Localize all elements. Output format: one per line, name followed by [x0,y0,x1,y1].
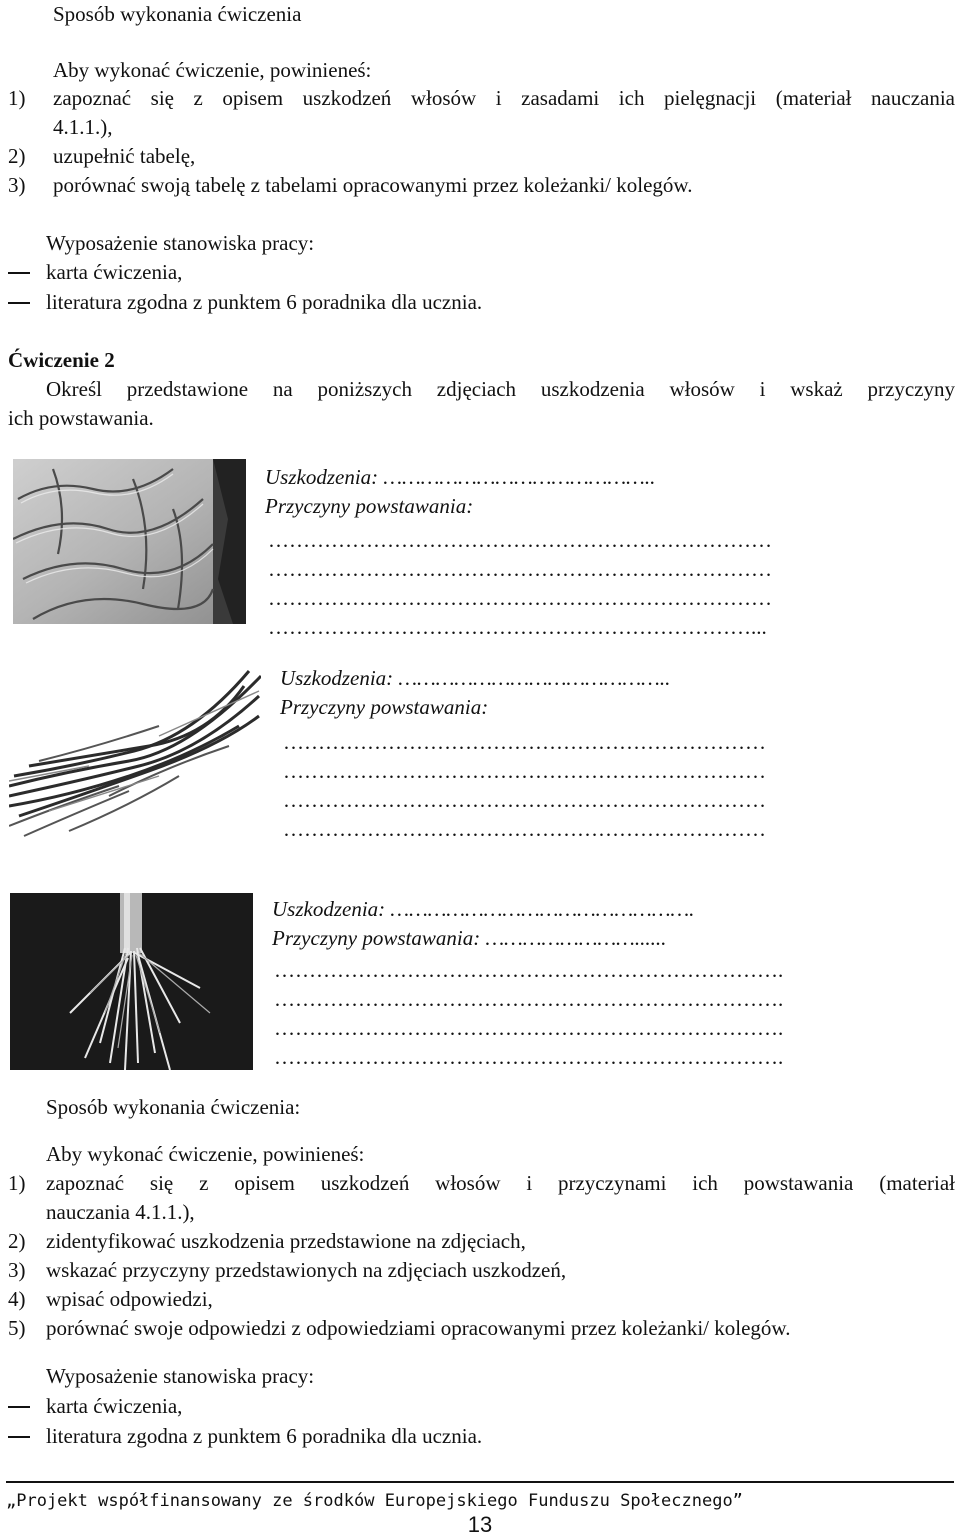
item1-cause-label: Przyczyny powstawania: [265,494,474,518]
section2-step3-number: 3) [8,1258,26,1282]
section1-step1-text: zapoznać się z opisem uszkodzeń włosów i zasadami ich pielęgnacji (materiał nauczania [53,86,955,110]
bullet-dash [8,302,30,304]
item2-answer-line: …………………………………………………………… [283,817,766,841]
section1-step2-number: 2) [8,144,26,168]
split-hair-shaft-photo [10,893,253,1070]
item3-answer-line: ………………………………………………………………. [274,1016,784,1040]
item1-answer-line: ……………………………………………………………… [268,586,772,610]
section2-equipment-heading: Wyposażenie stanowiska pracy: [46,1364,315,1388]
section2-step4-number: 4) [8,1287,26,1311]
section2-step1-text: zapoznać się z opisem uszkodzeń włosów i przyczynami ich powstawania (materiał [46,1171,955,1195]
footer-project-note: „Projekt współfinansowany ze środków Europejskiego Funduszu Społecznego” [6,1491,743,1511]
item3-answer-line: ………………………………………………………………. [274,1045,784,1069]
bullet-dash [8,272,30,274]
exercise-instruction: Określ przedstawione na poniższych zdjęciach uszkodzenia włosów i wskaż przyczyny [46,377,955,401]
exercise-instruction-cont: ich powstawania. [8,406,154,430]
section1-step1-text-cont: 4.1.1.), [53,115,113,139]
section2-step1-text-cont: nauczania 4.1.1.), [46,1200,195,1224]
section2-step3-text: wskazać przyczyny przedstawionych na zdjęciach uszkodzeń, [46,1258,567,1282]
item3-answer-line: ………………………………………………………………. [274,987,784,1011]
section2-step1-number: 1) [8,1171,26,1195]
section2-step5-text: porównać swoje odpowiedzi z odpowiedziami opracowanymi przez koleżanki/ kolegów. [46,1316,791,1340]
section1-equipment-item: literatura zgodna z punktem 6 poradnika dla ucznia. [46,290,483,314]
item2-answer-line: …………………………………………………………… [283,730,766,754]
section2-intro: Aby wykonać ćwiczenie, powinieneś: [46,1142,365,1166]
item1-answer-line: ……………………………………………………………… [268,528,772,552]
section1-step3-text: porównać swoją tabelę z tabelami opracowanymi przez koleżanki/ kolegów. [53,173,693,197]
section1-heading: Sposób wykonania ćwiczenia [53,2,302,26]
section2-equipment-item: karta ćwiczenia, [46,1394,183,1418]
section1-step1-number: 1) [8,86,26,110]
section2-step2-text: zidentyfikować uszkodzenia przedstawione na zdjęciach, [46,1229,526,1253]
item3-damage-label: Uszkodzenia: …………………………………………. [272,897,695,921]
item1-damage-label: Uszkodzenia: …………………………………….. [265,465,656,489]
section1-step2-text: uzupełnić tabelę, [53,144,196,168]
section2-step2-number: 2) [8,1229,26,1253]
item2-cause-label: Przyczyny powstawania: [280,695,489,719]
section1-step3-number: 3) [8,173,26,197]
footer-rule [6,1481,954,1483]
section1-equipment-heading: Wyposażenie stanowiska pracy: [46,231,315,255]
section2-step4-text: wpisać odpowiedzi, [46,1287,213,1311]
item2-answer-line: …………………………………………………………… [283,788,766,812]
item1-answer-line: ……………………………………………………………… [268,557,772,581]
hair-cuticle-damage-photo [13,459,246,624]
section1-equipment-item: karta ćwiczenia, [46,260,183,284]
item2-damage-label: Uszkodzenia: …………………………………….. [280,666,671,690]
frayed-hair-photo [9,666,261,841]
bullet-dash [8,1406,30,1408]
page-number: 13 [467,1512,493,1537]
section2-step5-number: 5) [8,1316,26,1340]
item3-cause-label: Przyczyny powstawania: ……………………...... [272,926,667,950]
item2-answer-line: …………………………………………………………… [283,759,766,783]
exercise-title: Ćwiczenie 2 [8,348,115,372]
section2-heading: Sposób wykonania ćwiczenia: [46,1095,301,1119]
bullet-dash [8,1436,30,1438]
item3-answer-line: ………………………………………………………………. [274,958,784,982]
section1-intro: Aby wykonać ćwiczenie, powinieneś: [53,58,372,82]
item1-answer-line: ……………………………………………………………... [268,615,767,639]
section2-equipment-item: literatura zgodna z punktem 6 poradnika dla ucznia. [46,1424,483,1448]
